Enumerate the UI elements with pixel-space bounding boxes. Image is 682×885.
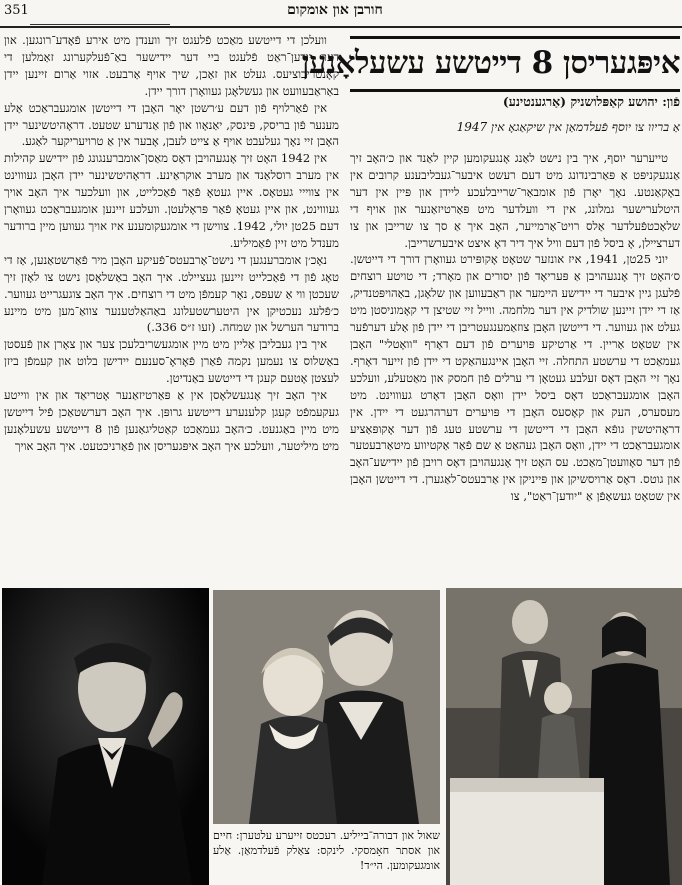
paragraph: טייערער יוסף, איך בין נישט לאַנג אָנגעקומען קיין לאַנד און כ׳האָב זיך אַנגעקניפּט אַ פּאַרבינדונג מיט דעם רעשט איבער־געבליבענע קרובים אין באָקאַנטע. נאָך יאָרן פֿון אומבאַר־שרייבלעכע ליידן און פּיין אין דער היטלערישער גמלונג, אין די וועלדער מיט פּאַרטיזאַנער און אויף די שלאַכטפֿעלדער אַלס רויט־אַרמייער, האָב איך אַ סך צו שרייבן און צו דערציילן, אָ ביסל פֿון דעם וויל איך דיר דאָ איצט איבערשרייבן.	[350, 151, 680, 250]
left-column	[4, 32, 339, 584]
portrait-photo-children	[213, 590, 440, 824]
running-header	[0, 0, 682, 28]
paragraph: איך האָב זיך אָנגעשלאָסן אין אַ פּאַרטיזאַנער אָטריאַד און אין ווייטע געקעמפֿט קעגן קלענערע דייטשע גרופּן. איך האָב דערשטאַכן פֿיל דייטשן מיט מיין באַגנעט. כ׳האָב געמאַכט קאַטליגאַנען פֿון 8 דייטשע עשעלאָנען מיט מיליטער, וועלכע איך האָב איפּגעריסן און פֿאַרניכטעט. איך האָב אויך	[4, 388, 339, 453]
family-photo	[446, 588, 682, 885]
article-byline: פֿון: יהושע קאַפּלושניק (אַרגענטינע)	[502, 94, 680, 109]
paragraph: אין 1942 האָט זיך אָנגעהויבן דאָס מאַסן־אומברענגונג פֿון יידישע קהילות אין מערב רוסלאַנד און מערב אוקראַינע. דראָהיטשינער יידן האָבן געוווינט אין צווייי געטאָס. איין געטאָ פֿאַר פֿאַכלייט, און וועלכער איך האָב אויך געוווינט, און איין געטאָ פֿאַר פּראָלעטן. וועלכע זיינען אומגעבראַכט געוואָרן דעם 25טן יולי, 1942. צווישן די אומגעקומענע איז אויך געווען מיין ברודער מענדל מיט זיין פֿאַמיליע.	[4, 151, 339, 250]
paragraph: נאָכ׳ן אומברענגען די נישט־אַרבעטס־פֿעיקע האָבן מיר פֿאַרשטאַנען, אַז די טאָג פֿון די פֿאַכלייט זיינען געציילט. איך האָב באַשלאָסן נישט צו לאָזן זיך שעכטן ווי אַ שעפּס, נאָר קעמפֿן מיט די רוצחים. איך האָב צוגעגרייט געווער. כ׳פֿלעג נעכטיקן אין היטערשטעלונג באַהאַלטענער צוואַ־מען מיט מיינע ברודער הערשל און שמחה. (זעו ז״ס 336.)	[4, 252, 339, 335]
header-rule	[30, 24, 170, 25]
paragraph: יוני 25טן, 1941, איז אונזער שטאָט אָקופּירט געוואָרן דורך די דייטשן. ס׳האָט זיך אָנגעהויבן אַ פּעריאָד פֿון יסורים און מאָרד; די טויטע רוצחים פֿלעגן גיין איבער די יידישע היימער און ראַבעווען און שלאָגן, באַהויפּטנדיק, אַז די יידן זיינען שולדיק אין דער מלחמה. ווייל זיי שטיצן די קאָמוניסטן מיט געלט און געווער. די דייטשן האָבן צוזאַמענגעטריבן די יידן פֿון אַלע דערפֿער אין שטאָט אַריין. די אַרטיקע פּויערים פֿון דעם דאָרף "וואָטלי" האָבן געמאַכט די ערשטע התחלה. זיי האָבן איינגעהאַקט די יידן פֿון זייער דאָרף. נאָך זיי האָבן דאָס זעלבע געטאָן די ערלים פֿון חמסק און מאַטעלע, וועלכע האָבן אומגעבראַכט דאָס ביסל יידן וואָס האָבן דאָרט געוווינט. מיט מעסערס, העק און קאָסעס האָבן די פּויערים דערהרגעט די יידן. אין דראָהיטשין גופֿא האָבן די דייטשן די ערשטע טעג פֿון דער אָקופּאַציע אומגעבראַכט די יידן, וואָס האָבן געהאַט אַ שם פֿאַר אַקטיווע מיטאַרבעטער פֿון דער סאָוועטן־מאַכט. עס האָט זיך אָנגעהויבן דאָס רויבן פֿון יידישע־האָב און גוטס. דאָס אַרויסשיקן און פּייניקן אין אַרבעטס־לאַגערן. די דייטשן האָבן אין שטאָט געשאַפֿן אַ "יודען־ראַט", צו	[350, 252, 680, 504]
portrait-photo-man	[2, 588, 209, 885]
article-title: איפּגעריסן 8 דייטשע עשעלאָנען	[350, 36, 680, 92]
paragraph: איך בין געבליבן אַליין מיט מיין אומגעשריבלעכן צער און צאָרן און פֿעסטן באַשלוס צו נעמען נקמה פֿאַרן פֿאָראָ־סענעם יידישן בלוט און קעמפֿן ביזן לעצטן אָטעם קעגן די דייטשע באַנדיטן.	[4, 337, 339, 386]
article-subhead: אַ בריוו צו יוסף פֿעלדמאַן אין שיקאַגאָ אין 1947	[456, 120, 680, 134]
photo-caption: שאול און דבורה־בייליע. רעכטס זייערע עלטערן: חיים און אסתר חאָמסקי. לינקס: צאַלק פֿעלדמאַן. אַלע אומגעקומען. הי״ד!	[213, 829, 440, 872]
page-number: 351	[4, 3, 29, 18]
paragraph: וועלכן די דייטשע מאַכט פֿלעגט זיך ווענדן מיט אירע פֿאָדע־רונגען. און דער יודען־ראַט פֿלעגט ביי דער יידישער באַ־פֿעלקערונג זאַמלען די קאָנטריבוציעס. געלט און זאַכן, שיך אויף אַרבעט. אזוי אַרום זיינען יידן באַראַבעוועט און געשלאָגן געוואָרן דורך יידן.	[4, 33, 339, 98]
right-column	[350, 150, 680, 584]
running-title: חורבן און אומקום	[287, 2, 383, 18]
paragraph: אין פֿאַרלויף פֿון דעם ע׳רשטן יאָר האָבן די דייטשן אומגעבראַכט אַלע מענער פֿון בריסק, פּינסק, יאַנאָוו און פֿון אַנדערע שטעט. דראָהיטשינער יידן האָבן זיי נאָך געלעבט אויף אַ צייט לעבן, אָבער אין אַ טרויעריקער לאַגע.	[4, 100, 339, 149]
